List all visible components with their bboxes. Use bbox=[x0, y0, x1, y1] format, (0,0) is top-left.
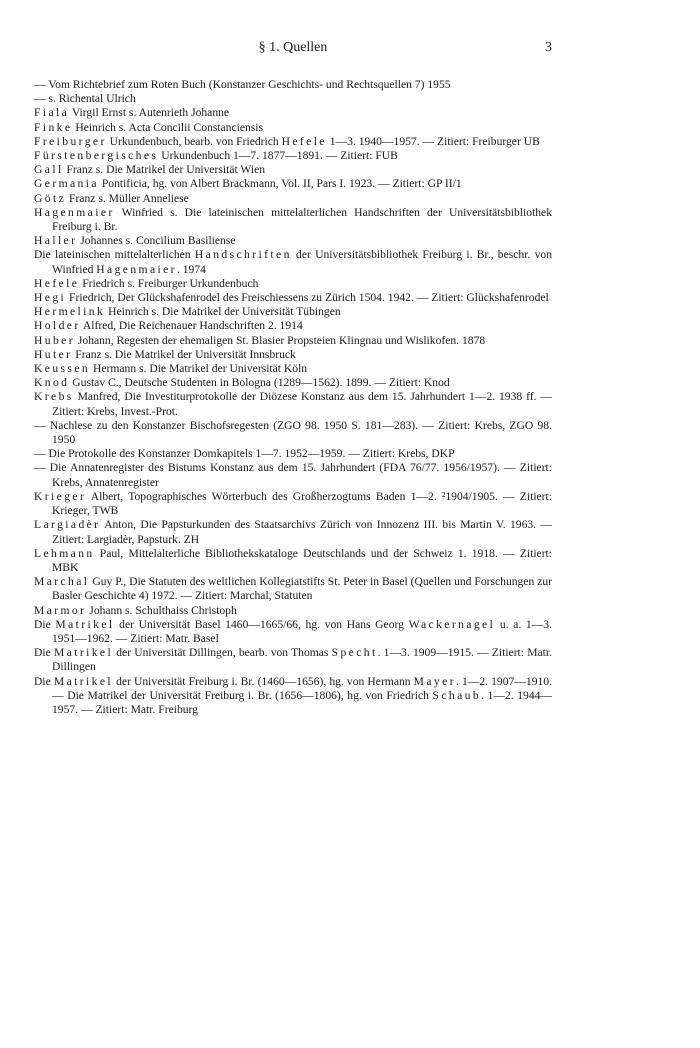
page-header bbox=[34, 40, 552, 58]
running-title: § 1. Quellen bbox=[258, 40, 328, 55]
entry-text: Franz s. Müller Anneliese bbox=[66, 191, 189, 205]
spaced-name: Hagenmaier bbox=[96, 262, 177, 276]
spaced-name: Matrikel bbox=[55, 617, 115, 631]
spaced-name: Mayer bbox=[413, 674, 456, 688]
spaced-name: Matrikel bbox=[53, 674, 113, 688]
spaced-name: Hefele bbox=[281, 134, 327, 148]
spaced-name: Gall bbox=[34, 163, 64, 177]
entry-text: Urkundenbuch, bearb. von Friedrich bbox=[106, 134, 282, 148]
spaced-name: Fürstenbergisches bbox=[34, 149, 159, 163]
entry-text: Gustav C., Deutsche Studenten in Bologna (1289—1562). 1899. — Zitiert: Knod bbox=[69, 376, 450, 390]
bibliography-entry bbox=[34, 78, 552, 92]
spaced-name: Fiala bbox=[34, 106, 70, 120]
spaced-name: Specht bbox=[331, 646, 378, 660]
bibliography-entry bbox=[34, 334, 552, 348]
spaced-name: Hermelink bbox=[34, 305, 106, 319]
entry-text: Franz s. Die Matrikel der Universität Wien bbox=[63, 163, 266, 177]
entry-text: Heinrich s. Die Matrikel der Universität Tübingen bbox=[105, 305, 341, 319]
spaced-name: Keussen bbox=[34, 362, 91, 376]
spaced-name: Götz bbox=[34, 191, 67, 205]
entry-text: Johann s. Schulthaiss Christoph bbox=[86, 603, 237, 617]
bibliography-entry bbox=[34, 163, 552, 177]
bibliography-entry bbox=[34, 206, 552, 234]
bibliography-entry bbox=[34, 121, 552, 135]
entry-text: Alfred, Die Reichenauer Handschriften 2. 1914 bbox=[80, 319, 303, 333]
entry-text: Friedrich s. Freiburger Urkundenbuch bbox=[79, 276, 259, 290]
bibliography-entry bbox=[34, 362, 552, 376]
entry-text: . 1—2. 1944—1957. — Zitiert: Matr. Freiburg bbox=[52, 688, 553, 716]
entry-text: Virgil Ernst s. Autenrieth Johanne bbox=[69, 106, 230, 120]
bibliography-entry bbox=[34, 604, 552, 618]
page-number: 3 bbox=[545, 40, 552, 55]
spaced-name: Knod bbox=[34, 376, 70, 390]
bibliography-entry bbox=[34, 646, 552, 674]
bibliography-entry bbox=[34, 149, 552, 163]
spaced-name: Hegi bbox=[34, 291, 67, 305]
spaced-name: Handschriften bbox=[194, 248, 292, 262]
entry-text: Johann, Regesten der ehemaligen St. Blasier Propsteien Klingnau und Wislikofen. 1878 bbox=[74, 333, 486, 347]
entry-text: Winfried s. Die lateinischen mittelalterlichen Handschriften der Universitätsbibliothek Freiburg i. Br. bbox=[52, 205, 552, 234]
entry-text: der Universität Basel 1460—1665/66, hg. von Hans Georg bbox=[114, 617, 409, 631]
spaced-name: Wackernagel bbox=[408, 617, 496, 631]
entry-text: der Universität Freiburg i. Br. (1460—1656), hg. von Hermann bbox=[112, 674, 414, 688]
entry-text: 1—3. 1940—1957. — Zitiert: Freiburger UB bbox=[326, 134, 540, 148]
spaced-name: Marchal bbox=[34, 575, 90, 589]
entry-text: Anton, Die Papsturkunden des Staatsarchivs Zürich von Innozenz III. bis Martin V. 1963. — Zitiert: Largiadèr, Papsturk. ZH bbox=[52, 518, 552, 546]
bibliography-entry bbox=[34, 291, 552, 305]
spaced-name: Matrikel bbox=[53, 646, 114, 660]
bibliography-entry bbox=[34, 419, 552, 447]
spaced-name: Huter bbox=[34, 347, 73, 361]
entry-text: Die bbox=[34, 646, 54, 660]
entry-text: — Vom Richtebrief zum Roten Buch (Konstanzer Geschichts- und Rechtsquellen 7) 1955 bbox=[34, 78, 451, 91]
entry-text: — Nachlese zu den Konstanzer Bischofsregesten (ZGO 98. 1950 S. 181—283). — Zitiert: Krebs, ZGO 98. 1950 bbox=[34, 418, 552, 447]
spaced-name: Holder bbox=[34, 319, 81, 333]
entry-text: Pontificia, hg. von Albert Brackmann, Vol. II, Pars I. 1923. — Zitiert: GP II/1 bbox=[98, 177, 462, 191]
bibliography-entry bbox=[34, 518, 552, 546]
bibliography-entry bbox=[34, 461, 552, 489]
entry-text: Guy P., Die Statuten des weltlichen Kollegiatstifts St. Peter in Basel (Quellen und Forschungen zur Basler Geschichte 4) 1972. — Zitiert: Marchal, Statuten bbox=[52, 575, 552, 603]
bibliography-entry bbox=[34, 177, 552, 191]
entry-text: Manfred, Die Investiturprotokolle der Diözese Konstanz aus dem 15. Jahrhundert 1—2. 1938 ff. — Zitiert: Krebs, Invest.-Prot. bbox=[52, 390, 552, 418]
entry-text: — s. Richental Ulrich bbox=[34, 92, 136, 106]
entry-text: Die bbox=[34, 674, 54, 688]
entry-text: der Universitätsbibliothek Freiburg i. Br., beschr. von Winfried bbox=[52, 248, 552, 276]
bibliography-entry bbox=[34, 192, 552, 206]
entry-text: Paul, Mittelalterliche Bibliothekskataloge Deutschlands und der Schweiz 1. 1918. — Zitiert: MBK bbox=[52, 546, 552, 574]
entry-text: — Die Annatenregister des Bistums Konstanz aus dem 15. Jahrhundert (FDA 76/77. 1956/1957). — Zitiert: Krebs, Annatenregister bbox=[34, 461, 552, 489]
spaced-name: Haller bbox=[34, 234, 78, 248]
entry-text: Heinrich s. Acta Concilii Constanciensis bbox=[72, 120, 264, 134]
bibliography-entry bbox=[34, 348, 552, 362]
spaced-name: Freiburger bbox=[34, 134, 107, 148]
bibliography-entry bbox=[34, 248, 552, 276]
entry-text: . 1—3. 1909—1915. — Zitiert: Matr. Dillingen bbox=[52, 646, 552, 674]
bibliography-entry bbox=[34, 277, 552, 291]
entry-text: Urkundenbuch 1—7. 1877—1891. — Zitiert: FUB bbox=[158, 149, 398, 163]
entry-text: Hermann s. Die Matrikel der Universität Köln bbox=[90, 362, 308, 376]
entry-text: Die lateinischen mittelalterlichen bbox=[34, 248, 195, 262]
entry-text: Die bbox=[34, 617, 56, 631]
bibliography-entry bbox=[34, 135, 552, 149]
spaced-name: Marmor bbox=[34, 603, 87, 617]
entry-text: . 1974 bbox=[176, 262, 206, 276]
bibliography-entry bbox=[34, 547, 552, 575]
entry-text: Johannes s. Concilium Basiliense bbox=[77, 234, 236, 248]
bibliography-entry bbox=[34, 490, 552, 518]
bibliography-entry bbox=[34, 675, 552, 718]
bibliography-entry bbox=[34, 319, 552, 333]
entry-text: — Die Protokolle des Konstanzer Domkapitels 1—7. 1952—1959. — Zitiert: Krebs, DKP bbox=[34, 447, 455, 461]
spaced-name: Largiadèr bbox=[34, 518, 101, 532]
spaced-name: Germania bbox=[34, 177, 99, 191]
bibliography-entry bbox=[34, 390, 552, 418]
spaced-name: Schaub bbox=[432, 688, 482, 702]
spaced-name: Lehmann bbox=[34, 546, 95, 560]
spaced-name: Finke bbox=[34, 120, 73, 134]
spaced-name: Hagenmaier bbox=[34, 205, 115, 219]
bibliography-entry bbox=[34, 447, 552, 461]
entry-text: u. a. 1—3. 1951—1962. — Zitiert: Matr. Basel bbox=[52, 617, 552, 645]
bibliography-entry bbox=[34, 618, 552, 646]
bibliography-entry bbox=[34, 92, 552, 106]
entry-text: Friedrich, Der Glückshafenrodel des Freischiessens zu Zürich 1504. 1942. — Zitiert: Glückshafenrodel bbox=[66, 291, 549, 305]
spaced-name: Hefele bbox=[34, 276, 80, 290]
entry-text: Albert, Topographisches Wörterbuch des Großherzogtums Baden 1—2. ²1904/1905. — Zitiert: Krieger, TWB bbox=[52, 489, 552, 518]
entry-text: Franz s. Die Matrikel der Universität Innsbruck bbox=[72, 347, 296, 361]
bibliography-entry bbox=[34, 106, 552, 120]
bibliography-entry bbox=[34, 575, 552, 603]
bibliography-entry bbox=[34, 305, 552, 319]
bibliography-list bbox=[34, 78, 552, 717]
bibliography-entry bbox=[34, 234, 552, 248]
bibliography-entry bbox=[34, 376, 552, 390]
spaced-name: Krebs bbox=[34, 390, 74, 404]
spaced-name: Huber bbox=[34, 333, 75, 347]
entry-text: . 1—2. 1907—1910. — Die Matrikel der Universität Freiburg i. Br. (1656—1806), hg. von Friedrich bbox=[52, 674, 553, 702]
spaced-name: Krieger bbox=[34, 489, 87, 503]
entry-text: der Universität Dillingen, bearb. von Thomas bbox=[113, 646, 332, 660]
